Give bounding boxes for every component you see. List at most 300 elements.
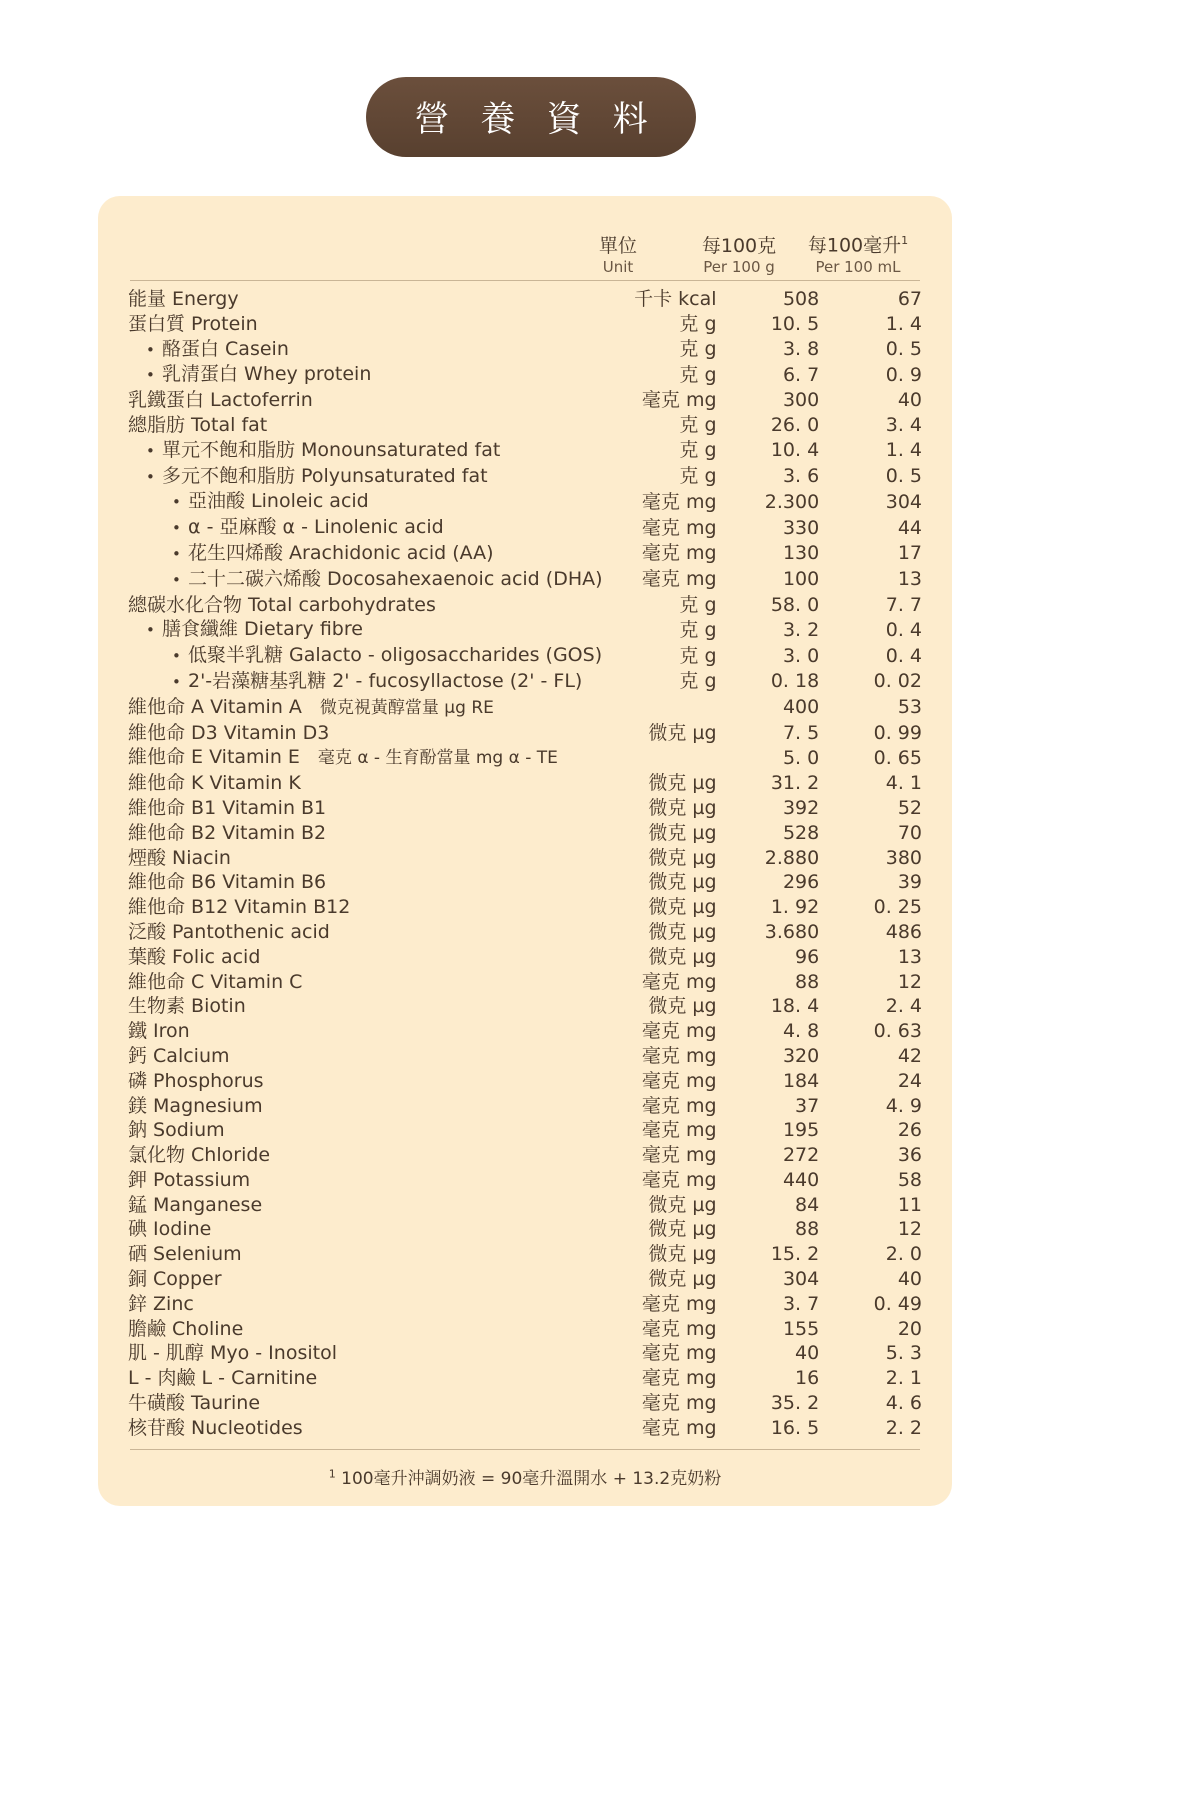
nutrient-name (128, 1118, 603, 1143)
nutrition-row (128, 438, 922, 464)
nutrient-label: 維他命 D3 Vitamin D3 (128, 721, 330, 744)
nutrient-label: 單元不飽和脂肪 Monounsaturated fat (162, 438, 501, 461)
value-per-100ml: 44 (897, 516, 922, 539)
value-per-100g: 3.680 (764, 920, 820, 943)
nutrient-unit: 微克 µg (648, 1268, 717, 1291)
nutrient-label: 核苷酸 Nucleotides (128, 1416, 303, 1439)
nutrient-label: 葉酸 Folic acid (128, 945, 261, 968)
value-per-100g: 16 (795, 1367, 820, 1390)
value-per-100g: 31. 2 (770, 772, 820, 795)
nutrient-label: 維他命 B6 Vitamin B6 (128, 871, 327, 894)
value-per-100g: 88 (795, 1218, 820, 1241)
value-per-100g: 10. 5 (770, 312, 820, 335)
nutrient-label: 多元不飽和脂肪 Polyunsaturated fat (162, 464, 488, 487)
nutrition-row (128, 1118, 922, 1143)
nutrient-name (128, 593, 603, 618)
nutrient-label: 泛酸 Pantothenic acid (128, 920, 330, 943)
nutrient-label: 維他命 A Vitamin A (128, 695, 302, 718)
value-per-100g: 4. 8 (782, 1020, 820, 1043)
value-per-100g: 300 (782, 389, 820, 412)
nutrient-label: 煙酸 Niacin (128, 846, 231, 869)
value-per-100ml: 0. 02 (873, 670, 922, 693)
table-header (128, 214, 922, 276)
value-per-100g: 3. 7 (782, 1292, 820, 1315)
nutrient-unit: 毫克 mg (641, 1069, 717, 1092)
nutrient-unit: 毫克 mg (641, 1392, 717, 1415)
nutrient-unit: 微克 µg (648, 995, 717, 1018)
nutrient-name (128, 970, 603, 995)
nutrient-label: 肌 - 肌醇 Myo - Inositol (128, 1342, 337, 1365)
nutrient-name (128, 312, 603, 337)
nutrition-row (128, 895, 922, 920)
nutrient-unit: 毫克 mg (641, 568, 717, 591)
nutrient-label: 維他命 B1 Vitamin B1 (128, 796, 327, 819)
nutrient-label: 能量 Energy (128, 288, 239, 310)
value-per-100ml: 58 (897, 1168, 922, 1191)
nutrition-row (128, 695, 922, 721)
value-per-100ml: 11 (897, 1193, 922, 1216)
nutrient-label: 氯化物 Chloride (128, 1144, 271, 1167)
bullet-icon (172, 541, 188, 567)
nutrition-table-inner (128, 214, 922, 1489)
nutrient-unit: 毫克 mg (641, 1168, 717, 1191)
nutrition-row (128, 1391, 922, 1416)
value-per-100g: 88 (795, 970, 820, 993)
value-per-100ml: 0. 4 (885, 618, 922, 641)
nutrient-label: 牛磺酸 Taurine (128, 1392, 261, 1415)
nutrient-unit (603, 695, 717, 721)
column-header-per-100g (680, 235, 798, 276)
nutrient-name (128, 413, 603, 438)
nutrient-label: 花生四烯酸 Arachidonic acid (AA) (188, 541, 494, 564)
nutrient-name (128, 994, 603, 1019)
value-per-100g: 528 (782, 821, 820, 844)
nutrient-label: 鈣 Calcium (128, 1044, 230, 1067)
nutrient-label: 維他命 B2 Vitamin B2 (128, 821, 327, 844)
value-per-100ml: 1. 4 (885, 439, 922, 462)
value-per-100ml: 2. 0 (885, 1243, 922, 1266)
nutrient-name (128, 617, 603, 643)
nutrition-row (128, 970, 922, 995)
nutrient-unit: 毫克 mg (641, 490, 717, 513)
value-per-100g: 130 (782, 542, 820, 565)
value-per-100ml: 3. 4 (885, 413, 922, 436)
value-per-100g: 6. 7 (782, 363, 820, 386)
nutrient-label: 硒 Selenium (128, 1243, 242, 1266)
value-per-100g: 440 (782, 1168, 820, 1191)
nutrition-row (128, 745, 922, 771)
nutrient-unit: 微克 µg (648, 821, 717, 844)
value-per-100ml: 0. 4 (885, 644, 922, 667)
nutrient-name (128, 1143, 603, 1168)
nutrient-unit: 毫克 mg (641, 542, 717, 565)
value-per-100ml: 40 (897, 1268, 922, 1291)
column-header-unit-en: Unit (602, 257, 634, 276)
value-per-100ml: 20 (897, 1317, 922, 1340)
nutrient-name (128, 1391, 603, 1416)
value-per-100ml: 53 (897, 696, 922, 719)
nutrition-row (128, 1416, 922, 1441)
nutrient-label: 錳 Manganese (128, 1193, 263, 1216)
nutrient-unit: 克 g (679, 439, 717, 462)
nutrient-unit: 微克 µg (648, 871, 717, 894)
nutrient-unit: 毫克 mg (641, 1367, 717, 1390)
nutrient-label: 維他命 C Vitamin C (128, 970, 303, 993)
nutrition-row (128, 945, 922, 970)
value-per-100g: 1. 92 (770, 896, 820, 919)
nutrient-name (128, 464, 603, 490)
value-per-100g: 184 (782, 1069, 820, 1092)
nutrient-unit: 毫克 mg (641, 1292, 717, 1315)
nutrition-row (128, 312, 922, 337)
value-per-100g: 18. 4 (770, 995, 820, 1018)
value-per-100ml: 13 (897, 568, 922, 591)
nutrition-row (128, 489, 922, 515)
nutrient-name (128, 541, 603, 567)
nutrition-row (128, 413, 922, 438)
value-per-100g: 304 (782, 1268, 820, 1291)
nutrient-name (128, 388, 603, 413)
nutrient-unit: 千卡 kcal (634, 288, 717, 310)
nutrient-label: 總碳水化合物 Total carbohydrates (128, 593, 436, 616)
nutrition-row (128, 1217, 922, 1242)
nutrient-unit: 微克 µg (648, 920, 717, 943)
nutrient-name (128, 337, 603, 363)
nutrient-unit: 克 g (679, 670, 717, 693)
nutrient-unit (603, 745, 717, 771)
nutrition-row (128, 515, 922, 541)
value-per-100ml: 4. 6 (885, 1392, 922, 1415)
nutrition-row (128, 1168, 922, 1193)
nutrient-unit: 克 g (679, 338, 717, 361)
value-per-100g: 3. 8 (782, 338, 820, 361)
nutrition-row (128, 1341, 922, 1366)
value-per-100g: 2.880 (764, 846, 820, 869)
nutrient-name (128, 1416, 603, 1441)
nutrient-name (128, 1168, 603, 1193)
nutrient-unit: 克 g (679, 413, 717, 436)
nutrition-row (128, 567, 922, 593)
nutrient-name (128, 1292, 603, 1317)
value-per-100g: 26. 0 (770, 413, 820, 436)
nutrient-unit: 毫克 mg (641, 389, 717, 412)
value-per-100g: 16. 5 (770, 1416, 820, 1439)
nutrient-label: 碘 Iodine (128, 1218, 212, 1241)
nutrition-row (128, 643, 922, 669)
nutrient-name (128, 362, 603, 388)
value-per-100ml: 380 (885, 846, 922, 869)
nutrient-label: 總脂肪 Total fat (128, 413, 268, 436)
nutrition-row (128, 1366, 922, 1391)
nutrient-name (128, 1366, 603, 1391)
nutrient-label: 蛋白質 Protein (128, 312, 258, 335)
nutrient-name (128, 515, 603, 541)
nutrient-name (128, 287, 603, 312)
value-per-100g: 272 (782, 1144, 820, 1167)
value-per-100ml: 12 (897, 1218, 922, 1241)
value-per-100g: 5. 0 (782, 746, 820, 769)
nutrient-name (128, 1341, 603, 1366)
value-per-100ml: 1. 4 (885, 312, 922, 335)
value-per-100g: 0. 18 (770, 670, 820, 693)
value-per-100g: 84 (795, 1193, 820, 1216)
nutrient-unit: 毫克 mg (641, 1342, 717, 1365)
value-per-100g: 35. 2 (770, 1392, 820, 1415)
nutrient-name (128, 846, 603, 871)
nutrition-row (128, 362, 922, 388)
value-per-100g: 2.300 (764, 490, 820, 513)
value-per-100g: 195 (782, 1119, 820, 1142)
value-per-100g: 100 (782, 568, 820, 591)
nutrient-label: 鋅 Zinc (128, 1292, 194, 1315)
value-per-100ml: 24 (897, 1069, 922, 1092)
nutrient-name (128, 821, 603, 846)
nutrition-row (128, 721, 922, 746)
nutrition-row (128, 337, 922, 363)
nutrient-unit: 毫克 mg (641, 1144, 717, 1167)
value-per-100g: 155 (782, 1317, 820, 1340)
nutrient-unit: 微克 µg (648, 721, 717, 744)
nutrient-name (128, 771, 603, 796)
value-per-100ml: 0. 65 (873, 746, 922, 769)
footnote-marker: 1 (328, 1467, 336, 1480)
value-per-100ml: 2. 2 (885, 1416, 922, 1439)
nutrient-name (128, 721, 603, 746)
nutrient-name (128, 1242, 603, 1267)
nutrition-row (128, 593, 922, 618)
nutrition-table-card (98, 196, 952, 1506)
nutrient-name (128, 870, 603, 895)
column-header-unit (556, 235, 680, 276)
nutrition-row (128, 994, 922, 1019)
nutrient-unit: 微克 µg (648, 796, 717, 819)
nutrition-row (128, 617, 922, 643)
value-per-100ml: 0. 9 (885, 363, 922, 386)
nutrient-unit: 微克 µg (648, 1243, 717, 1266)
nutrient-unit: 毫克 mg (641, 1044, 717, 1067)
value-per-100ml: 42 (897, 1044, 922, 1067)
nutrient-label: 低聚半乳糖 Galacto - oligosaccharides (GOS) (188, 644, 603, 667)
value-per-100g: 3. 6 (782, 465, 820, 488)
nutrient-unit: 毫克 mg (641, 1094, 717, 1117)
nutrition-row (128, 1292, 922, 1317)
nutrient-name (128, 1044, 603, 1069)
value-per-100ml: 17 (897, 542, 922, 565)
nutrient-unit: 克 g (679, 312, 717, 335)
column-header-unit-zh: 單位 (598, 234, 637, 257)
value-per-100ml: 7. 7 (885, 593, 922, 616)
nutrition-row (128, 1094, 922, 1119)
nutrient-unit: 毫克 mg (641, 1416, 717, 1439)
nutrient-unit: 克 g (679, 644, 717, 667)
nutrient-unit: 克 g (679, 363, 717, 386)
value-per-100g: 3. 2 (782, 618, 820, 641)
nutrient-unit: 克 g (679, 618, 717, 641)
bullet-icon (172, 567, 188, 593)
value-per-100ml: 486 (885, 920, 922, 943)
value-per-100g: 3. 0 (782, 644, 820, 667)
column-header-per-100ml-zh: 每100毫升$^1$ (807, 234, 909, 257)
nutrient-name (128, 489, 603, 515)
nutrient-label: 生物素 Biotin (128, 995, 246, 1018)
bullet-icon (146, 464, 162, 490)
value-per-100ml: 5. 3 (885, 1342, 922, 1365)
nutrient-name (128, 1267, 603, 1292)
nutrition-row (128, 870, 922, 895)
value-per-100g: 508 (782, 288, 820, 310)
nutrient-label: 膳食纖維 Dietary fibre (162, 618, 363, 641)
nutrient-label: 維他命 E Vitamin E (128, 746, 300, 769)
nutrient-label: 鈉 Sodium (128, 1119, 225, 1142)
nutrient-label: 二十二碳六烯酸 Docosahexaenoic acid (DHA) (188, 567, 603, 590)
nutrient-name (128, 945, 603, 970)
nutrition-row (128, 846, 922, 871)
value-per-100ml: 67 (897, 288, 922, 310)
nutrition-row (128, 541, 922, 567)
nutrient-name (128, 695, 603, 721)
page-title-pill (366, 77, 696, 157)
nutrient-unit: 微克 µg (648, 945, 717, 968)
value-per-100ml: 0. 25 (873, 896, 922, 919)
nutrient-label: 鎂 Magnesium (128, 1094, 263, 1117)
nutrient-unit: 微克 µg (648, 896, 717, 919)
nutrient-unit: 克 g (679, 593, 717, 616)
nutrition-row (128, 287, 922, 312)
value-per-100ml: 0. 99 (873, 721, 922, 744)
value-per-100ml: 0. 63 (873, 1020, 922, 1043)
value-per-100ml: 39 (897, 871, 922, 894)
value-per-100ml: 70 (897, 821, 922, 844)
nutrient-label: 膽鹼 Choline (128, 1317, 244, 1340)
bullet-icon (146, 617, 162, 643)
nutrient-unit: 毫克 mg (641, 1119, 717, 1142)
value-per-100g: 320 (782, 1044, 820, 1067)
nutrient-unit: 毫克 mg (641, 1317, 717, 1340)
nutrient-unit-note: 毫克 α - 生育酚當量 mg α - TE (317, 748, 558, 769)
column-header-per-100ml (798, 234, 918, 276)
column-header-per-100ml-en: Per 100 mL (815, 257, 901, 276)
nutrient-label: 酪蛋白 Casein (162, 337, 289, 360)
nutrition-row (128, 1044, 922, 1069)
footnote-text: 100毫升沖調奶液 = 90毫升溫開水 + 13.2克奶粉 (341, 1468, 722, 1489)
nutrient-label: α - 亞麻酸 α - Linolenic acid (188, 516, 444, 539)
value-per-100ml: 40 (897, 389, 922, 412)
nutrient-name (128, 567, 603, 593)
value-per-100ml: 304 (885, 490, 922, 513)
value-per-100g: 10. 4 (770, 439, 820, 462)
value-per-100g: 400 (782, 696, 820, 719)
value-per-100ml: 4. 9 (885, 1094, 922, 1117)
value-per-100g: 392 (782, 796, 820, 819)
value-per-100ml: 0. 49 (873, 1292, 922, 1315)
nutrient-label: 維他命 B12 Vitamin B12 (128, 896, 351, 919)
nutrient-label: 乳鐵蛋白 Lactoferrin (128, 389, 313, 412)
nutrition-row (128, 1069, 922, 1094)
nutrient-unit: 毫克 mg (641, 516, 717, 539)
footnote (128, 1450, 922, 1489)
nutrition-row (128, 388, 922, 413)
nutrient-name (128, 438, 603, 464)
nutrient-unit: 微克 µg (648, 1218, 717, 1241)
value-per-100ml: 0. 5 (885, 338, 922, 361)
nutrient-label: 鐵 Iron (128, 1020, 190, 1043)
value-per-100g: 15. 2 (770, 1243, 820, 1266)
nutrient-unit: 克 g (679, 465, 717, 488)
bullet-icon (146, 438, 162, 464)
bullet-icon (146, 337, 162, 363)
nutrition-row (128, 1242, 922, 1267)
column-header-per-100g-en: Per 100 g (703, 257, 775, 276)
value-per-100ml: 2. 4 (885, 995, 922, 1018)
value-per-100ml: 2. 1 (885, 1367, 922, 1390)
nutrient-name (128, 1193, 603, 1218)
nutrition-row (128, 821, 922, 846)
nutrient-label: 銅 Copper (128, 1268, 222, 1291)
value-per-100ml: 13 (897, 945, 922, 968)
value-per-100g: 40 (795, 1342, 820, 1365)
nutrient-name (128, 745, 603, 771)
value-per-100ml: 52 (897, 796, 922, 819)
bullet-icon (172, 489, 188, 515)
nutrient-label: 維他命 K Vitamin K (128, 772, 301, 795)
nutrient-name (128, 1317, 603, 1342)
bullet-icon (146, 362, 162, 388)
nutrient-unit: 毫克 mg (641, 1020, 717, 1043)
nutrient-label: 2'-岩藻糖基乳糖 2' - fucosyllactose (2' - FL) (188, 669, 583, 692)
nutrient-name (128, 895, 603, 920)
nutrient-unit: 毫克 mg (641, 970, 717, 993)
value-per-100g: 330 (782, 516, 820, 539)
nutrient-unit-note: 微克視黃醇當量 µg RE (319, 697, 494, 718)
nutrient-name (128, 1019, 603, 1044)
nutrient-label: 鉀 Potassium (128, 1168, 251, 1191)
nutrient-name (128, 796, 603, 821)
nutrient-label: 乳清蛋白 Whey protein (162, 363, 372, 386)
nutrition-row (128, 1143, 922, 1168)
value-per-100g: 96 (795, 945, 820, 968)
value-per-100ml: 0. 5 (885, 465, 922, 488)
nutrition-row (128, 669, 922, 695)
value-per-100g: 7. 5 (782, 721, 820, 744)
nutrition-table (128, 287, 922, 1441)
value-per-100g: 296 (782, 871, 820, 894)
nutrition-row (128, 1317, 922, 1342)
nutrient-label: 亞油酸 Linoleic acid (188, 490, 369, 513)
nutrition-row (128, 1267, 922, 1292)
value-per-100g: 58. 0 (770, 593, 820, 616)
nutrient-unit: 微克 µg (648, 1193, 717, 1216)
nutrient-label: L - 肉鹼 L - Carnitine (128, 1367, 318, 1390)
bullet-icon (172, 669, 188, 695)
bullet-icon (172, 643, 188, 669)
nutrient-name (128, 920, 603, 945)
value-per-100ml: 12 (897, 970, 922, 993)
nutrition-row (128, 1019, 922, 1044)
value-per-100ml: 26 (897, 1119, 922, 1142)
nutrition-row (128, 771, 922, 796)
nutrient-label: 磷 Phosphorus (128, 1069, 264, 1092)
nutrient-name (128, 1217, 603, 1242)
bullet-icon (172, 515, 188, 541)
nutrient-name (128, 1094, 603, 1119)
nutrition-row (128, 464, 922, 490)
nutrient-name (128, 669, 603, 695)
nutrition-row (128, 920, 922, 945)
value-per-100ml: 4. 1 (885, 772, 922, 795)
nutrient-unit: 微克 µg (648, 772, 717, 795)
page-title: 營 養 資 料 (414, 100, 658, 140)
nutrition-row (128, 796, 922, 821)
